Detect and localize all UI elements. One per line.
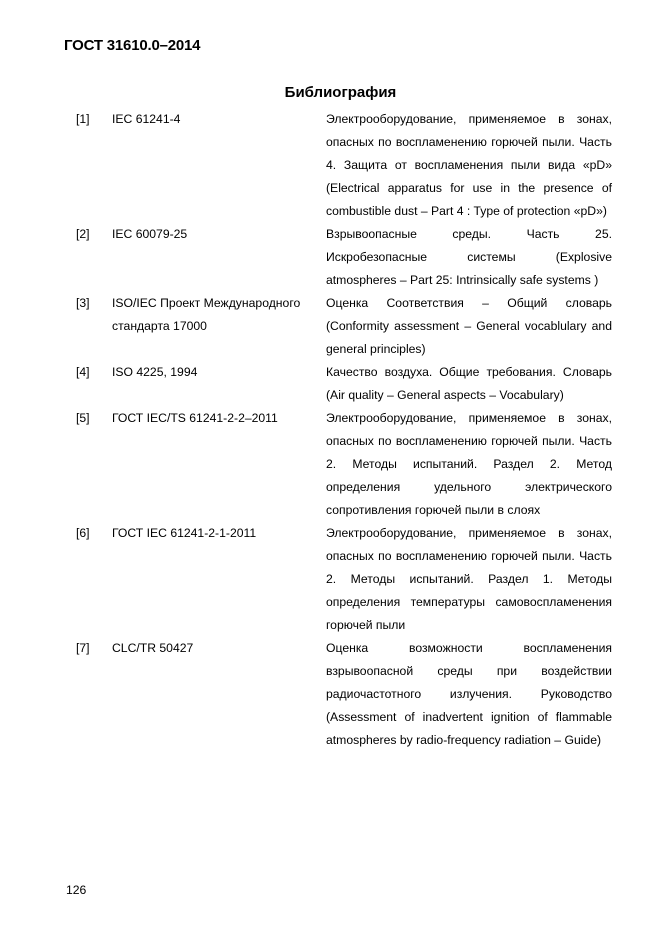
entry-reference: ISO 4225, 1994 <box>112 365 198 379</box>
entry-number: [6] <box>76 526 90 540</box>
entry-reference: IEC 61241-4 <box>112 112 181 126</box>
bibliography-entry <box>76 223 612 292</box>
bibliography-entry <box>76 637 612 752</box>
entry-number: [4] <box>76 365 90 379</box>
bibliography-list <box>76 108 612 752</box>
bibliography-entry <box>76 292 612 361</box>
entry-reference: ГОСТ IEC 61241-2-1-2011 <box>112 526 257 540</box>
entry-number: [2] <box>76 227 90 241</box>
document-header: ГОСТ 31610.0–2014 <box>64 37 201 54</box>
entry-reference: ISO/IEC Проект Международного стандарта 17000 <box>112 296 301 333</box>
entry-number: [3] <box>76 296 90 310</box>
bibliography-entry <box>76 407 612 522</box>
entry-description: Качество воздуха. Общие требования. Словарь (Air quality – General aspects – Vocabulary) <box>326 365 612 402</box>
entry-reference: IEC 60079-25 <box>112 227 188 241</box>
entry-description: Взрывоопасные среды. Часть 25. Искробезопасные системы (Explosive atmospheres – Part 25: Intrinsically safe systems ) <box>326 227 612 287</box>
bibliography-entry <box>76 522 612 637</box>
entry-reference: CLC/TR 50427 <box>112 641 194 655</box>
bibliography-entry <box>76 108 612 223</box>
bibliography-entry <box>76 361 612 407</box>
bibliography-title: Библиография <box>284 84 397 101</box>
page-number: 126 <box>66 883 87 897</box>
entry-number: [1] <box>76 112 90 126</box>
entry-description: Электрооборудование, применяемое в зонах, опасных по воспламенению горючей пыли. Часть 4. Защита от воспламенения пыли вида «pD» (Electrical apparatus for use in the presence of combustible dust – Part 4 : Type of protection «pD») <box>326 112 612 218</box>
entry-description: Оценка возможности воспламенения взрывоопасной среды при воздействии радиочастотного излучения. Руководство (Assessment of inadvertent ignition of flammable atmospheres by radio-frequency radiation – Guide) <box>326 641 612 747</box>
entry-number: [7] <box>76 641 90 655</box>
entry-reference: ГОСТ IEC/TS 61241-2-2–2011 <box>112 411 278 425</box>
entry-number: [5] <box>76 411 90 425</box>
entry-description: Электрооборудование, применяемое в зонах, опасных по воспламенению горючей пыли. Часть 2. Методы испытаний. Раздел 2. Метод определения удельного электрического сопротивления горючей пыли в слоях <box>326 411 612 517</box>
entry-description: Оценка Соответствия – Общий словарь (Conformity assessment – General vocablulary and general principles) <box>326 296 612 356</box>
entry-description: Электрооборудование, применяемое в зонах, опасных по воспламенению горючей пыли. Часть 2. Методы испытаний. Раздел 1. Методы определения температуры самовоспламенения горючей пыли <box>326 526 612 632</box>
